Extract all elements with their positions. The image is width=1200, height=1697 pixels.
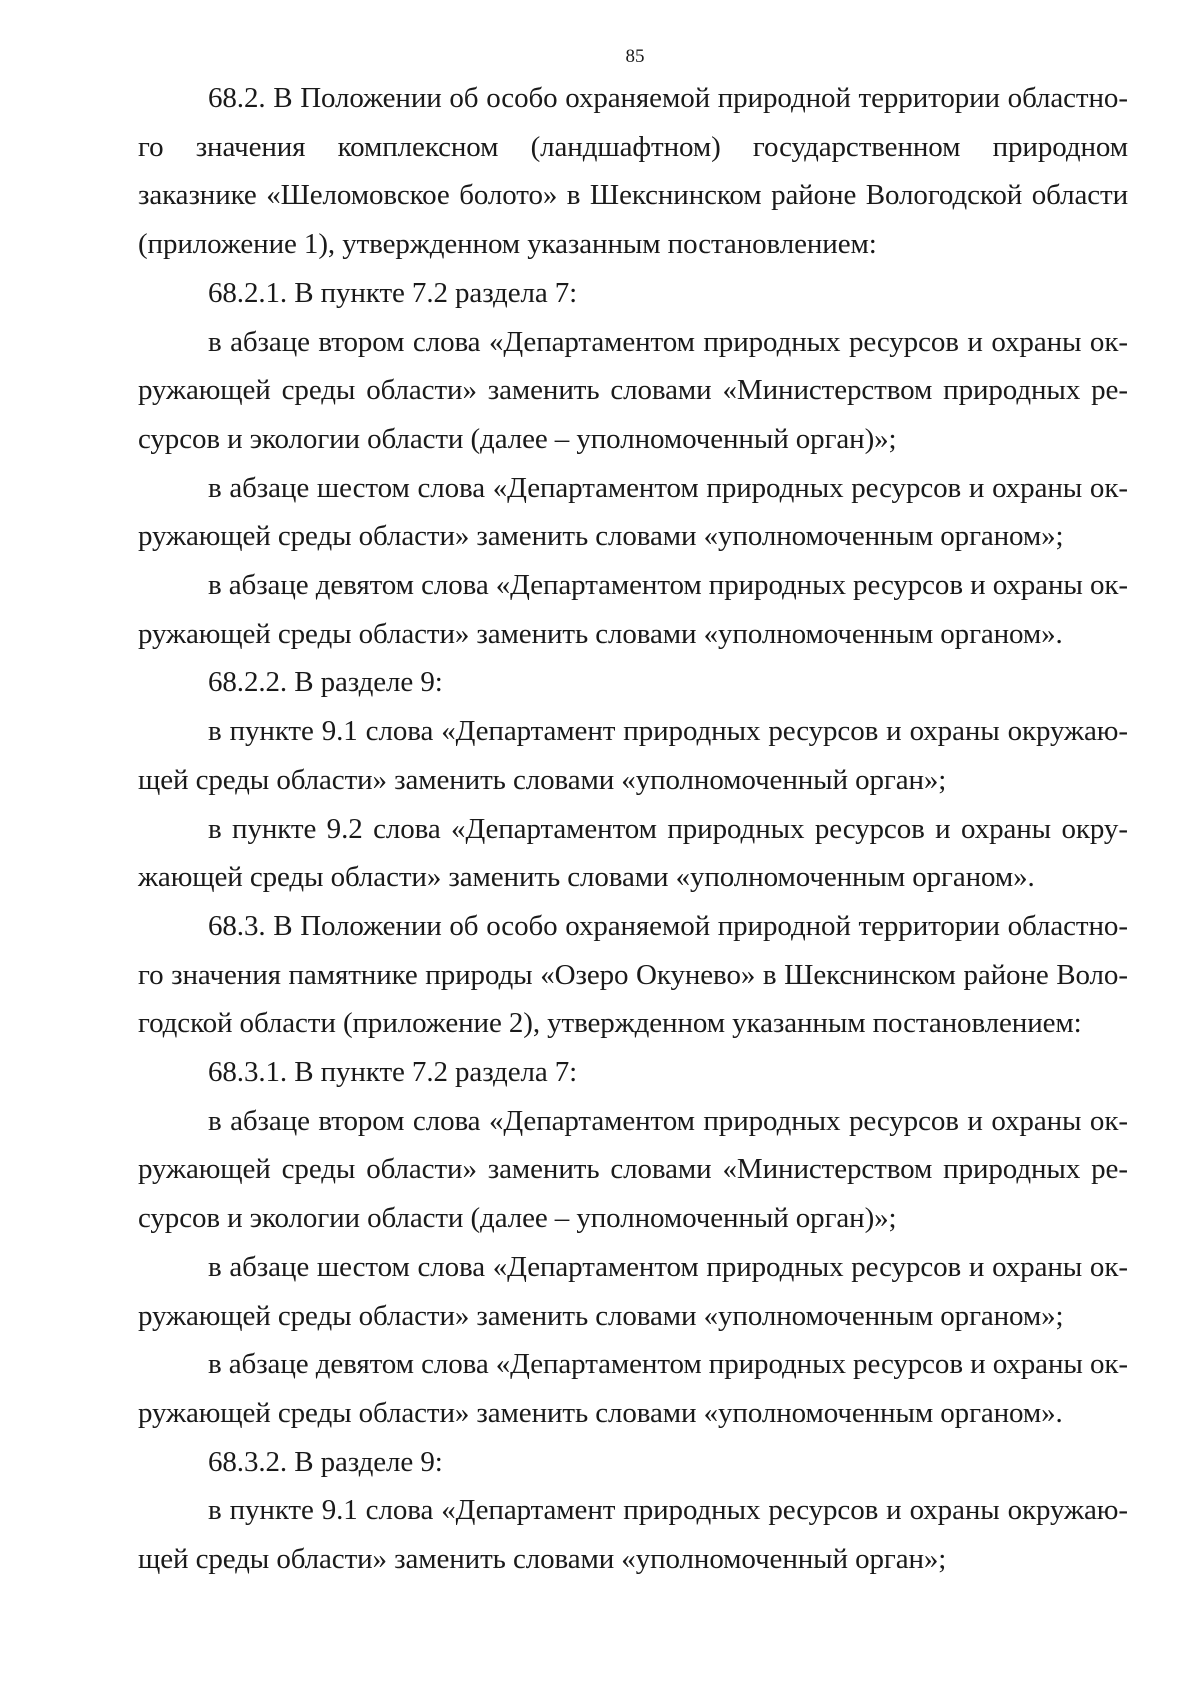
paragraph-item: в пункте 9.2 слова «Департаментом природных ресурсов и охраны окружающей среды области» заменить словами «уполномоченным органом».	[138, 812, 1128, 894]
paragraph-68-3-2: 68.3.2. В разделе 9:	[208, 1445, 443, 1478]
paragraph-68-2-1: 68.2.1. В пункте 7.2 раздела 7:	[208, 276, 578, 309]
paragraph-item: в абзаце шестом слова «Департаментом природных ресурсов и охраны окружающей среды области» заменить словами «уполномоченным органом»;	[138, 471, 1128, 553]
paragraph-68-3: 68.3. В Положении об особо охраняемой природной территории областного значения памятнике природы «Озеро Окунево» в Шекснинском районе Вологодской области (приложение 2), утвержденном указанным постановлением:	[138, 909, 1128, 1040]
paragraph-68-3-1: 68.3.1. В пункте 7.2 раздела 7:	[208, 1056, 578, 1089]
paragraph-item: в абзаце шестом слова «Департаментом природных ресурсов и охраны окружающей среды области» заменить словами «уполномоченным органом»;	[138, 1250, 1128, 1332]
paragraph-item: в абзаце втором слова «Департаментом природных ресурсов и охраны окружающей среды области» заменить словами «Министерством природных ресурсов и экологии области (далее – уполномоченный орган)»;	[138, 325, 1128, 455]
document-body	[138, 74, 1128, 1584]
paragraph-68-2-2: 68.2.2. В разделе 9:	[208, 666, 443, 699]
paragraph-item: в абзаце втором слова «Департаментом природных ресурсов и охраны окружающей среды области» заменить словами «Министерством природных ресурсов и экологии области (далее – уполномоченный орган)»;	[138, 1104, 1128, 1235]
paragraph-item: в пункте 9.1 слова «Департамент природных ресурсов и охраны окружающей среды области» заменить словами «уполномоченный орган»;	[138, 715, 1128, 796]
paragraph-item: в пункте 9.1 слова «Департамент природных ресурсов и охраны окружающей среды области» заменить словами «уполномоченный орган»;	[138, 1494, 1128, 1576]
paragraph-item: в абзаце девятом слова «Департаментом природных ресурсов и охраны окружающей среды области» заменить словами «уполномоченным органом».	[138, 1348, 1128, 1429]
page-number: 85	[625, 46, 645, 67]
paragraph-item: в абзаце девятом слова «Департаментом природных ресурсов и охраны окружающей среды области» заменить словами «уполномоченным органом».	[138, 569, 1128, 650]
paragraph-68-2: 68.2. В Положении об особо охраняемой природной территории областного значения комплексном (ландшафтном) государственном природном заказнике «Шеломовское болото» в Шекснинском районе Вологодской области (приложение 1), утвержденном указанным постановлением:	[138, 82, 1128, 261]
